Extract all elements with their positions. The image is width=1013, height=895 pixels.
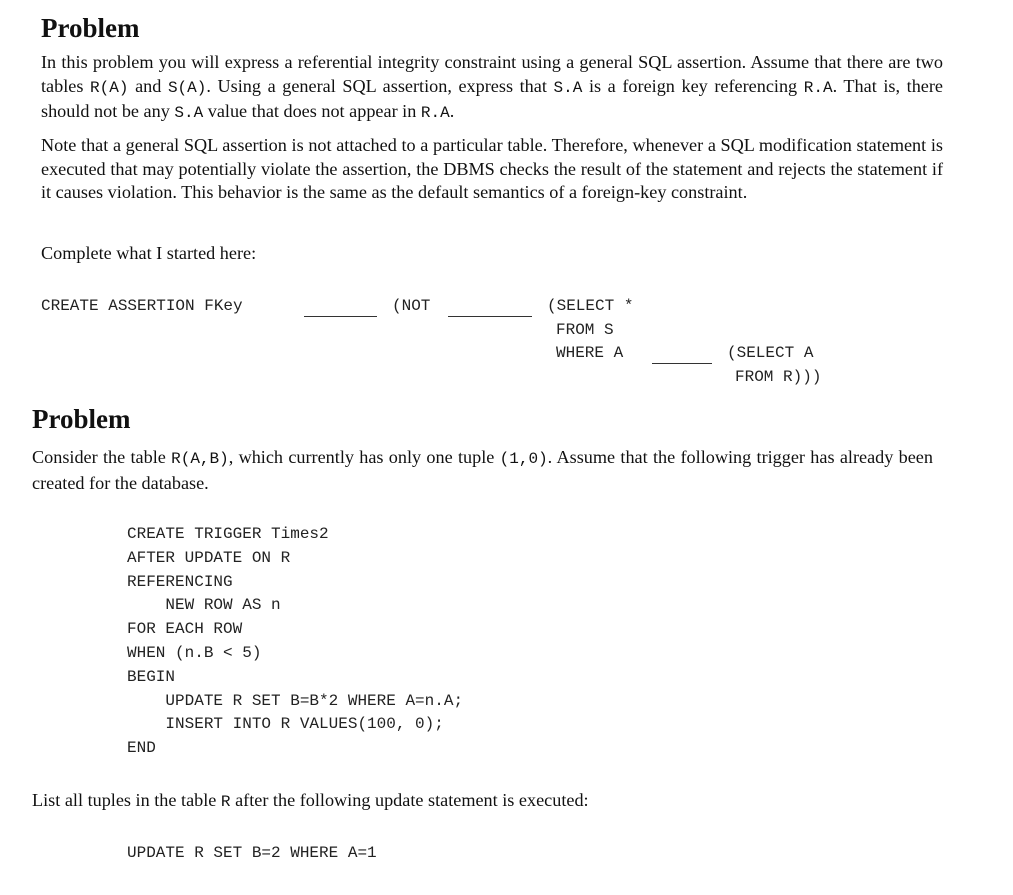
trigger-code-block: CREATE TRIGGER Times2 AFTER UPDATE ON R REFERENCING NEW ROW AS n FOR EACH ROW WHEN (n.B < 5) BEGIN UPDATE R SET B=B*2 WHERE A=n.A; INSERT INTO R VALUES(100, 0); END (127, 525, 464, 758)
problem2-question (32, 789, 589, 815)
text-segment: after the following update statement is executed: (230, 790, 589, 810)
problem2-heading: Problem (32, 404, 131, 434)
assertion-not: (NOT (392, 297, 431, 315)
text-segment: . That is, there should not be any (41, 75, 943, 122)
assertion-from-r: FROM R))) (735, 368, 822, 386)
text-segment: List all tuples in the table (32, 790, 221, 810)
table-r-a: R(A) (90, 78, 129, 97)
text-segment: In this problem you will express a referential integrity constraint using a general SQL assertion. Assume that there are two tables (41, 52, 943, 96)
assertion-blank-1[interactable] (304, 316, 377, 317)
column-s-a: S.A (553, 78, 583, 97)
text-segment: . Assume that the following trigger has already been created for the database. (32, 447, 933, 493)
assertion-where-a: WHERE A (556, 344, 624, 362)
table-s-a: S(A) (167, 78, 207, 97)
assertion-blank-3[interactable] (652, 363, 712, 364)
text-segment: . Using a general SQL assertion, express that (206, 75, 554, 96)
assertion-select: (SELECT * (547, 297, 634, 315)
assertion-from-s: FROM S (556, 321, 614, 339)
text-segment: Consider the table (32, 447, 172, 467)
assertion-blank-2[interactable] (448, 316, 532, 317)
problem1-heading: Problem (41, 13, 140, 43)
assertion-create: CREATE ASSERTION FKey (41, 297, 243, 315)
table-r-ab: R(A,B) (171, 450, 229, 468)
tuple-value: (1,0) (499, 450, 548, 468)
table-r: R (220, 793, 231, 811)
problem1-description (41, 51, 943, 126)
text-segment: . (449, 101, 455, 122)
column-r-a: R.A (803, 78, 833, 97)
text-segment: , which currently has only one tuple (228, 447, 500, 467)
problem2-description (32, 446, 933, 495)
problem1-note: Note that a general SQL assertion is not attached to a particular table. Therefore, whenever a SQL modification statement is executed that may potentially violate the assertion, the DBMS checks the result of the statement and rejects the statement if it causes violation. This behavior is the same as the default semantics of a foreign-key constraint. (41, 135, 943, 203)
problem1-instruction: Complete what I started here: (41, 243, 257, 263)
column-r-a: R.A (420, 104, 450, 123)
text-segment: and (128, 75, 168, 96)
update-statement: UPDATE R SET B=2 WHERE A=1 (127, 844, 377, 862)
column-s-a: S.A (174, 104, 204, 123)
assertion-subselect: (SELECT A (727, 344, 814, 362)
text-segment: is a foreign key referencing (582, 75, 804, 96)
text-segment: value that does not appear in (203, 101, 421, 122)
